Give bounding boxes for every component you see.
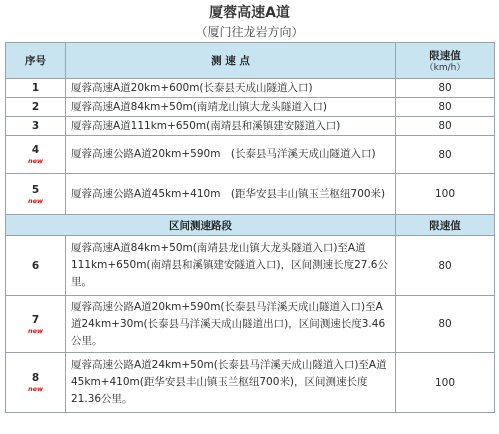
row-number: 6 <box>6 236 66 296</box>
header-limit <box>396 43 495 79</box>
row-segment: 厦蓉高速A道84km+50m(南靖县龙山镇大龙头隧道入口)至A道111km+650m(南靖县和溪镇建安隧道入口)，区间测速长度27.6公里。 <box>66 236 396 296</box>
row-number: 8 new <box>6 353 66 413</box>
row-limit: 80 <box>396 98 495 117</box>
page-title: 厦蓉高速A道 <box>209 5 290 21</box>
header-no: 序号 <box>6 43 66 79</box>
header-point: 测 速 点 <box>66 43 396 79</box>
table-header-row <box>6 43 495 79</box>
row-segment: 厦蓉高速公路A道24km+50m(长泰县马洋溪天成山隧道入口)至A道45km+410m(距华安县丰山镇玉兰枢纽700米)，区间测速长度21.36公里。 <box>66 353 396 413</box>
row-limit: 80 <box>396 296 495 353</box>
speed-camera-table <box>5 42 495 413</box>
header-limit-label: 限速值 <box>429 50 461 62</box>
row-number: 7 new <box>6 296 66 353</box>
row-limit: 100 <box>396 353 495 413</box>
table-row <box>6 296 495 353</box>
section-title: 区间测速路段 <box>6 215 396 236</box>
table-row <box>6 174 495 215</box>
row-number: 2 <box>6 98 66 117</box>
row-location: 厦蓉高速A道84km+50m(南靖龙山镇大龙头隧道入口) <box>66 98 396 117</box>
table-row <box>6 136 495 174</box>
row-number: 3 <box>6 117 66 136</box>
new-badge: new <box>27 326 44 335</box>
header-limit-unit: （km/h） <box>424 63 466 73</box>
row-location: 厦蓉高速A道20km+600m(长泰县天成山隧道入口) <box>66 79 396 98</box>
row-limit: 100 <box>396 174 495 215</box>
row-limit: 80 <box>396 79 495 98</box>
row-number: 1 <box>6 79 66 98</box>
page-subtitle: （厦门往龙岩方向） <box>195 25 304 39</box>
section-limit-header: 限速值 <box>396 215 495 236</box>
table-row <box>6 353 495 413</box>
new-badge: new <box>27 196 44 205</box>
row-number: 4 new <box>6 136 66 174</box>
row-limit: 80 <box>396 136 495 174</box>
row-limit: 80 <box>396 117 495 136</box>
section-header-row <box>6 215 495 236</box>
table-row <box>6 98 495 117</box>
row-location: 厦蓉高速公路A道20km+590m (长泰县马洋溪天成山隧道入口) <box>66 136 396 174</box>
row-location: 厦蓉高速A道111km+650m(南靖县和溪镇建安隧道入口) <box>66 117 396 136</box>
new-badge: new <box>27 385 44 393</box>
row-segment: 厦蓉高速公路A道20km+590m(长泰县马洋溪天成山隧道入口)至A道24km+30m(长泰县马洋溪天成山隧道出口)，区间测速长度3.46公里。 <box>66 296 396 353</box>
new-badge: new <box>27 157 44 165</box>
row-location: 厦蓉高速公路A道45km+410m (距华安县丰山镇玉兰枢纽700米) <box>66 174 396 215</box>
row-limit: 80 <box>396 236 495 296</box>
table-row <box>6 79 495 98</box>
table-row <box>6 117 495 136</box>
table-row <box>6 236 495 296</box>
row-number: 5 new <box>6 174 66 215</box>
